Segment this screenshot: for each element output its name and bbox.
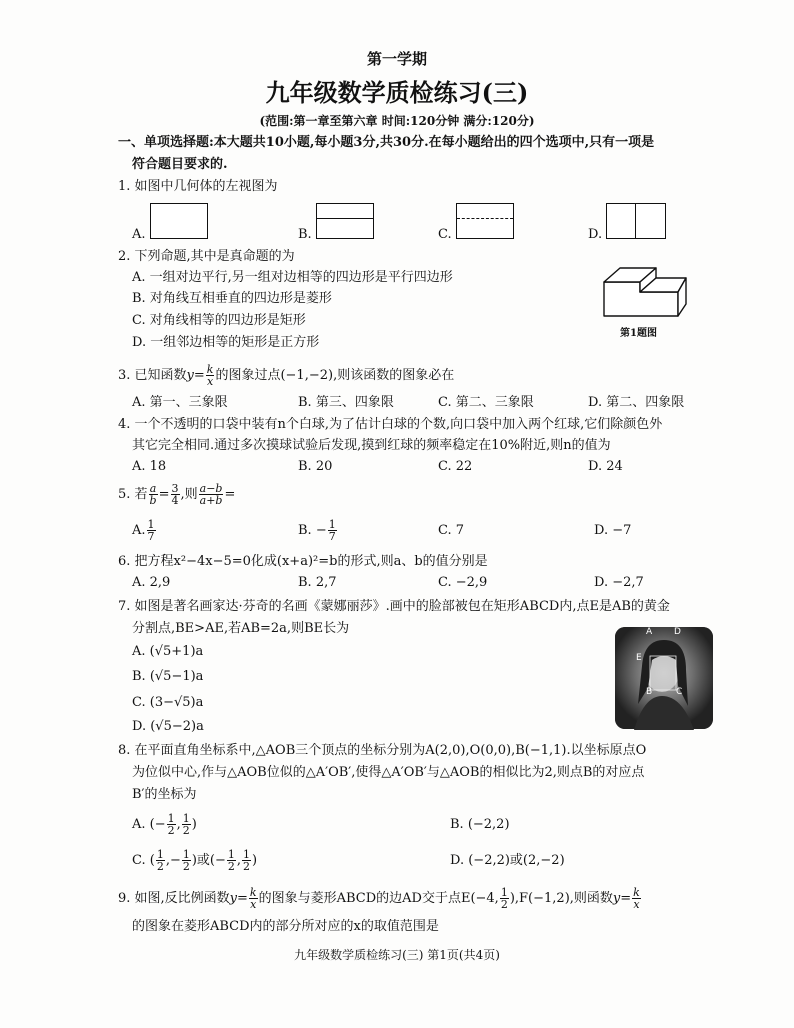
term-label: 第一学期 <box>366 50 427 68</box>
q7-line1: 7. 如图是著名画家达·芬奇的名画《蒙娜丽莎》.画中的脸部被包在矩形ABCD内,点E是AB的黄金 <box>118 599 670 614</box>
q2-option-b: B. 对角线互相垂直的四边形是菱形 <box>132 291 332 306</box>
q8-line1: 8. 在平面直角坐标系中,△AOB三个顶点的坐标分别为A(2,0),O(0,0),B(−1,1).以坐标原点O <box>118 743 647 758</box>
page-title: 九年级数学质检练习(三) <box>265 78 529 107</box>
q1-option-c-figure <box>456 203 514 239</box>
q1-option-d-figure <box>606 203 666 239</box>
q1-figure-caption: 第1题图 <box>620 328 657 339</box>
q8-option-d: D. (−2,2)或(2,−2) <box>450 853 565 868</box>
fig-label-a: A <box>646 627 653 637</box>
q1-option-d-label: D. <box>588 227 603 242</box>
fig-label-e: E <box>636 653 642 663</box>
q1-option-b-label: B. <box>298 227 312 242</box>
q5-frac-expr: $\frac{a-b}{a+b}$ <box>199 482 223 507</box>
page-footer: 九年级数学质检练习(三) 第1页(共4页) <box>294 948 500 962</box>
solid-figure-3d <box>598 252 690 326</box>
q5-option-b: B. − $\frac{1}{7}$ <box>298 518 336 543</box>
q8-option-c: C. ( $\frac{1}{2}$ ,− $\frac{1}{2}$ )或(− $\frac{1}{2}$ , $\frac{1}{2}$ ) <box>132 848 258 873</box>
mona-lisa-painting <box>614 626 714 730</box>
q5-post: = <box>224 487 236 502</box>
q2-stem: 2. 下列命题,其中是真命题的为 <box>118 249 295 264</box>
q6-stem: 6. 把方程x²−4x−5=0化成(x+a)²=b的形式,则a、b的值分别是 <box>118 554 488 569</box>
q1-option-b-figure <box>316 203 374 239</box>
q6-option-d: D. −2,7 <box>594 575 644 590</box>
q3-fraction: $\frac{k}{x}$ <box>206 363 214 388</box>
q5-frac-3-4: $\frac{3}{4}$ <box>171 482 179 507</box>
q5-mid: ,则 <box>180 487 198 502</box>
q7-option-d: D. (√5−2)a <box>132 719 204 734</box>
q4-option-b: B. 20 <box>298 459 333 474</box>
fig-label-d: D <box>674 627 681 637</box>
q4-option-c: C. 22 <box>438 459 473 474</box>
q1-option-a-figure <box>150 203 208 239</box>
q3-pre: 3. 已知函数 <box>118 368 187 383</box>
q8-option-b: B. (−2,2) <box>450 817 510 832</box>
q3-post: 的图象过点(−1,−2),则该函数的图象必在 <box>215 368 455 383</box>
q8-line2: 为位似中心,作与△AOB位似的△A′OB′,使得△A′OB′与△AOB的相似比为2,则点B的对应点 <box>132 765 645 780</box>
q5-stem <box>118 482 235 508</box>
q2-option-c: C. 对角线相等的四边形是矩形 <box>132 313 306 328</box>
q6-option-a: A. 2,9 <box>132 575 171 590</box>
q5-option-a: A. $\frac{1}{7}$ <box>132 518 155 543</box>
section-heading-cont: 符合题目要求的. <box>132 157 228 172</box>
q1-stem: 1. 如图中几何体的左视图为 <box>118 179 278 194</box>
q5-frac-a-b: $\frac{a}{b}$ <box>149 482 157 507</box>
q6-option-c: C. −2,9 <box>438 575 488 590</box>
q4-option-a: A. 18 <box>132 459 167 474</box>
q7-option-b: B. (√5−1)a <box>132 669 204 684</box>
q3-option-c: C. 第二、三象限 <box>438 395 534 410</box>
q7-option-c: C. (3−√5)a <box>132 695 204 710</box>
section-heading: 一、单项选择题:本大题共10小题,每小题3分,共30分.在每小题给出的四个选项中,只有一项是 <box>118 135 655 150</box>
q1-option-a-label: A. <box>132 227 146 242</box>
q5-option-c: C. 7 <box>438 523 465 538</box>
fig-label-c: C <box>676 687 683 697</box>
q3-stem <box>118 364 454 388</box>
q9-line1: 9. 如图,反比例函数y= $\frac{k}{x}$ 的图象与菱形ABCD的边AD交于点E(−4, $\frac{1}{2}$ ),F(−1,2),则函数y= $\frac{k}{x}$ <box>118 886 640 911</box>
q8-line3: B′的坐标为 <box>132 787 197 802</box>
fig-label-b: B <box>646 687 653 697</box>
q3-option-b: B. 第三、四象限 <box>298 395 394 410</box>
q5-pre: 5. 若 <box>118 487 148 502</box>
q4-line1: 4. 一个不透明的口袋中装有n个白球,为了估计白球的个数,向口袋中加入两个红球,它们除颜色外 <box>118 417 663 432</box>
q4-option-d: D. 24 <box>588 459 623 474</box>
q2-option-d: D. 一组邻边相等的矩形是正方形 <box>132 335 320 350</box>
q3-func-lhs: y= <box>186 368 205 383</box>
q8-option-a: A. (− $\frac{1}{2}$ , $\frac{1}{2}$ ) <box>132 812 197 837</box>
q4-line2: 其它完全相同.通过多次摸球试验后发现,摸到红球的频率稳定在10%附近,则n的值为 <box>132 438 611 453</box>
q3-option-a: A. 第一、三象限 <box>132 395 228 410</box>
q3-option-d: D. 第二、四象限 <box>588 395 685 410</box>
q1-option-c-label: C. <box>438 227 452 242</box>
exam-info: (范围:第一章至第六章 时间:120分钟 满分:120分) <box>259 114 535 128</box>
q7-line2: 分割点,BE>AE,若AB=2a,则BE长为 <box>132 621 350 636</box>
q6-option-b: B. 2,7 <box>298 575 337 590</box>
q9-line2: 的图象在菱形ABCD内的部分所对应的x的取值范围是 <box>132 919 439 934</box>
q5-option-d: D. −7 <box>594 523 632 538</box>
q7-option-a: A. (√5+1)a <box>132 644 204 659</box>
q2-option-a: A. 一组对边平行,另一组对边相等的四边形是平行四边形 <box>132 270 453 285</box>
q5-eq: = <box>158 487 170 502</box>
